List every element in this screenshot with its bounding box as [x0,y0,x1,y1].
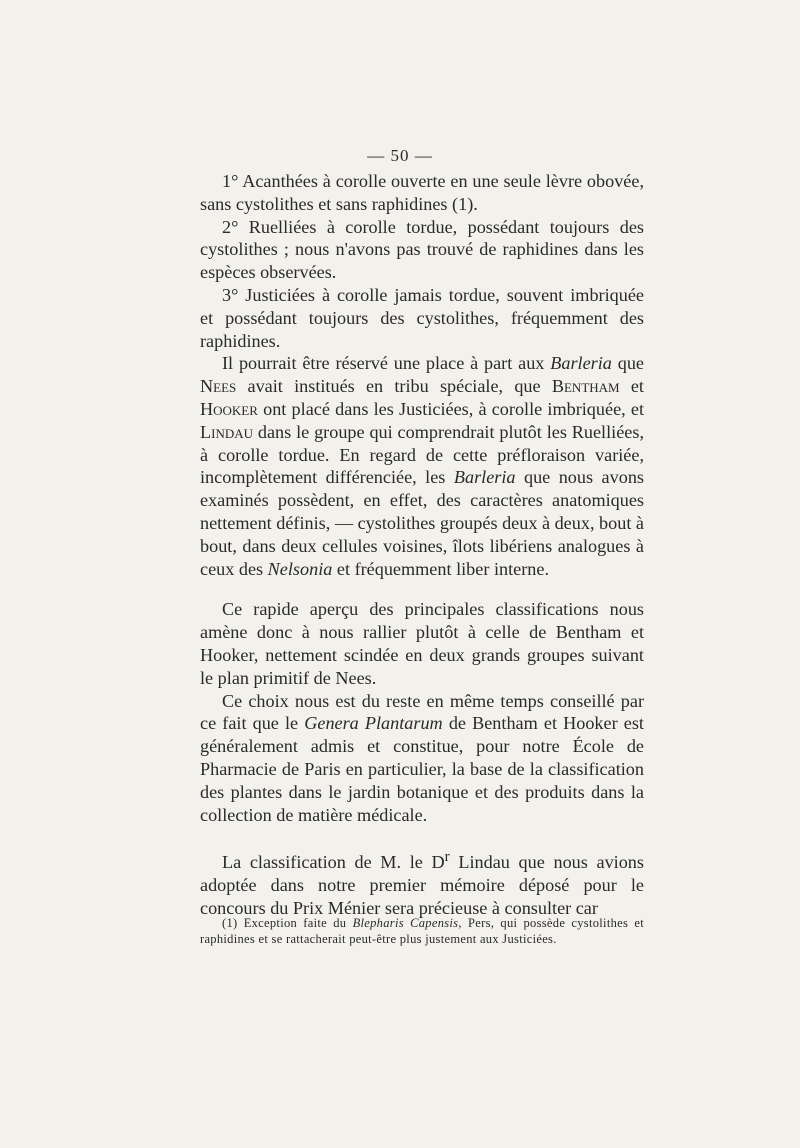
paragraph-gap [200,826,644,846]
text-run: que [611,353,644,374]
text-run: avait institués en tribu spéciale, que [236,376,552,397]
italic-term: Barleria [453,467,516,488]
author-name: Bentham [551,376,620,397]
text-run: (1) Exception faite du [222,916,353,930]
footnote-text [200,916,644,947]
text-run: et fréquemment liber interne. [332,558,549,579]
author-name: Nees [200,376,237,397]
author-name: Lindau [200,421,253,442]
paragraph-acanthees: 1° Acanthées à corolle ouverte en une seule lèvre obovée, sans cystolithes et sans raphidines (1). [200,171,644,214]
italic-term: Barleria [550,353,612,374]
text-run: ont placé dans les Justiciées, à corolle imbriquée, et [257,398,644,419]
footnote [200,916,644,947]
page-number: — 50 — [367,146,433,165]
italic-term: Nelsonia [267,558,333,579]
text-run: Lindau que nous avions adoptée dans notre premier mémoire déposé pour le concours du Prix Ménier sera précieuse à consulter car [200,852,644,918]
text-run: , Pers, qui possède cystolithes et raphidines et se rattacherait peut-être plus justement aux Justiciées. [200,916,645,946]
paragraph-barleria [200,352,644,580]
paragraph-gap [200,580,644,598]
paragraph-lindau [200,846,644,919]
superscript: r [444,848,450,866]
text-run: Il pourrait être réservé une place à part aux [222,353,551,374]
text-run: La classification de M. le D [222,852,445,873]
italic-term: Genera Plantarum [304,713,443,734]
text-run: que nous avons examinés possèdent, en effet, des caractères anatomiques nettement définis, — cystolithes groupés deux à deux, bout à bout, dans deux cellules voisines, îlots libériens analogues à ceux des [200,467,644,579]
author-name: Hooker [200,398,258,419]
text-run: et [619,376,644,397]
paragraph-justiciees: 3° Justiciées à corolle jamais tordue, souvent imbriquée et possédant toujours des cystolithes, fréquemment des raphidines. [200,284,644,351]
paragraph-ruelliees: 2° Ruelliées à corolle tordue, possédant toujours des cystolithes ; nous n'avons pas trouvé de raphidines dans les espèces observées. [200,216,644,283]
paragraph-apercu: Ce rapide aperçu des principales classifications nous amène donc à nous rallier plutôt à celle de Bentham et Hooker, nettement scindée en deux grands groupes suivant le plan primitif de Nees. [200,599,644,688]
text-run: Ce choix nous est du reste en même temps conseillé par ce fait que le [200,690,644,734]
text-run: de Bentham et Hooker est généralement admis et constitue, pour notre École de Pharmacie de Paris en particulier, la base de la classification des plantes dans le jardin botanique et des produits dans la collection de matière médicale. [200,713,644,825]
body-text [200,170,644,920]
italic-term: Blepharis Capensis [352,916,459,930]
text-run: dans le groupe qui comprendrait plutôt les Ruelliées, à corolle tordue. En regard de cette préfloraison variée, incomplètement différenciée, les [200,421,644,488]
paragraph-choix [200,690,644,827]
